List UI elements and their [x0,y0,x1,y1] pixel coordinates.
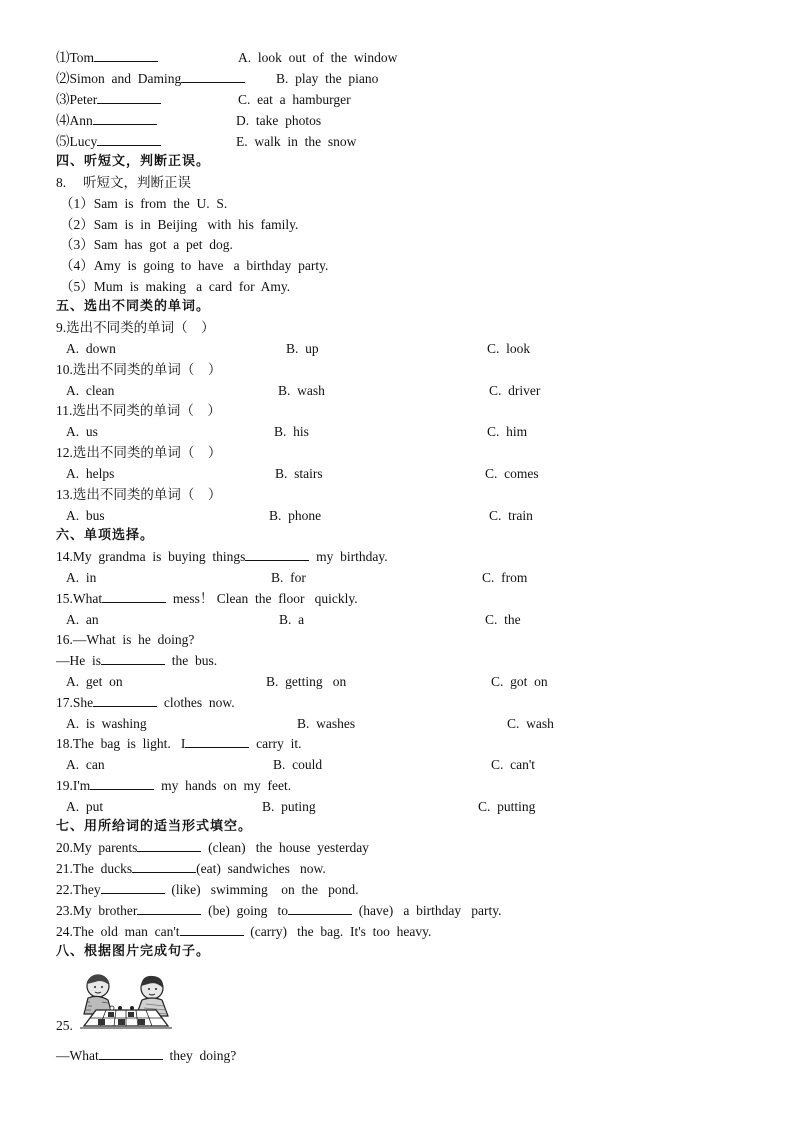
q14-option-b[interactable]: B. for [271,570,306,585]
match-action-d: D. take photos [236,113,322,128]
q11-option-a[interactable]: A. us [66,424,98,439]
q12-option-a[interactable]: A. helps [66,466,115,481]
q9-option-c[interactable]: C. look [487,341,531,356]
match-action-e: E. walk in the snow [236,134,357,149]
q15-option-b[interactable]: B. a [279,612,305,627]
q13-option-a[interactable]: A. bus [66,508,105,523]
q11-option-b[interactable]: B. his [274,424,309,439]
q10-option-b[interactable]: B. wash [278,383,325,398]
answer-blank[interactable] [93,112,157,125]
q8-item-4: （4）Amy is going to have a birthday party. [60,258,329,273]
q18-stem: 18.The bag is light. I carry it. [56,736,302,751]
q17-option-c[interactable]: C. wash [507,716,554,731]
answer-blank[interactable] [99,1047,163,1060]
answer-blank[interactable] [132,860,196,873]
q16-option-a[interactable]: A. get on [66,674,123,689]
match-person-4: ⑷Ann [56,112,157,130]
answer-blank[interactable] [101,652,165,665]
q15-option-c[interactable]: C. the [485,612,521,627]
q20-stem: 20.My parents (clean) the house yesterday [56,840,369,855]
match-action-c: C. eat a hamburger [238,92,351,107]
section-5-title: 五、选出不同类的单词。 [56,299,211,314]
answer-blank[interactable] [93,694,157,707]
q9-option-a[interactable]: A. down [66,341,116,356]
section-6-title: 六、单项选择。 [56,528,155,543]
q11-stem: 11.选出不同类的单词（ ） [56,403,221,418]
q16-stem: 16.—What is he doing? [56,632,195,647]
answer-blank[interactable] [245,548,309,561]
match-action-b: B. play the piano [276,71,379,86]
q12-stem: 12.选出不同类的单词（ ） [56,445,222,460]
answer-blank[interactable] [94,49,158,62]
answer-blank[interactable] [185,735,249,748]
q21-stem: 21.The ducks (eat) sandwiches now. [56,861,326,876]
q16-option-c[interactable]: C. got on [491,674,548,689]
match-person-3: ⑶Peter [56,91,161,109]
match-person-1: ⑴Tom [56,49,158,67]
match-action-a: A. look out of the window [238,50,398,65]
q12-option-c[interactable]: C. comes [485,466,539,481]
q8-item-1: （1）Sam is from the U. S. [60,196,228,211]
answer-blank[interactable] [181,70,245,83]
q18-option-b[interactable]: B. could [273,757,323,772]
q11-option-c[interactable]: C. him [487,424,528,439]
q12-option-b[interactable]: B. stairs [275,466,323,481]
q10-option-c[interactable]: C. driver [489,383,541,398]
answer-blank[interactable] [97,133,161,146]
answer-blank[interactable] [137,839,201,852]
q25-stem: —What they doing? [56,1048,237,1063]
answer-blank[interactable] [102,590,166,603]
q19-option-b[interactable]: B. puting [262,799,316,814]
q19-option-c[interactable]: C. putting [478,799,536,814]
q8-stem: 8. 听短文，判断正误 [56,175,191,190]
q23-stem: 23.My brother (be) going to (have) a birthday party. [56,903,502,918]
q25-number: 25. [56,1018,73,1033]
section-8-title: 八、根据图片完成句子。 [56,944,211,959]
q14-option-a[interactable]: A. in [66,570,97,585]
q19-stem: 19.I'm my hands on my feet. [56,778,292,793]
match-person-5: ⑸Lucy [56,133,161,151]
q14-option-c[interactable]: C. from [482,570,528,585]
q13-stem: 13.选出不同类的单词（ ） [56,487,222,502]
section-7-title: 七、用所给词的适当形式填空。 [56,819,253,834]
section-4-title: 四、听短文，判断正误。 [56,154,211,169]
q17-option-a[interactable]: A. is washing [66,716,147,731]
answer-blank[interactable] [137,902,201,915]
two-children-playing-chess-picture [76,970,176,1032]
answer-blank[interactable] [101,881,165,894]
answer-blank[interactable] [90,777,154,790]
q18-option-a[interactable]: A. can [66,757,105,772]
match-person-2: ⑵Simon and Daming [56,70,245,88]
q9-option-b[interactable]: B. up [286,341,319,356]
q10-option-a[interactable]: A. clean [66,383,115,398]
q15-stem: 15.What mess！ Clean the floor quickly. [56,591,358,606]
answer-blank[interactable] [288,902,352,915]
q8-item-5: （5）Mum is making a card for Amy. [60,279,291,294]
q22-stem: 22.They (like) swimming on the pond. [56,882,359,897]
q24-stem: 24.The old man can't (carry) the bag. It's too heavy. [56,924,432,939]
q15-option-a[interactable]: A. an [66,612,99,627]
answer-blank[interactable] [180,923,244,936]
q18-option-c[interactable]: C. can't [491,757,536,772]
q9-stem: 9.选出不同类的单词（ ） [56,320,215,335]
q17-stem: 17.She clothes now. [56,695,235,710]
q13-option-c[interactable]: C. train [489,508,533,523]
q14-stem: 14.My grandma is buying things my birthday. [56,549,388,564]
q8-item-3: （3）Sam has got a pet dog. [60,237,233,252]
q16-stem-2: —He is the bus. [56,653,218,668]
q10-stem: 10.选出不同类的单词（ ） [56,362,222,377]
q13-option-b[interactable]: B. phone [269,508,322,523]
q8-item-2: （2）Sam is in Beijing with his family. [60,217,299,232]
q17-option-b[interactable]: B. washes [297,716,356,731]
q19-option-a[interactable]: A. put [66,799,104,814]
answer-blank[interactable] [97,91,161,104]
q16-option-b[interactable]: B. getting on [266,674,347,689]
